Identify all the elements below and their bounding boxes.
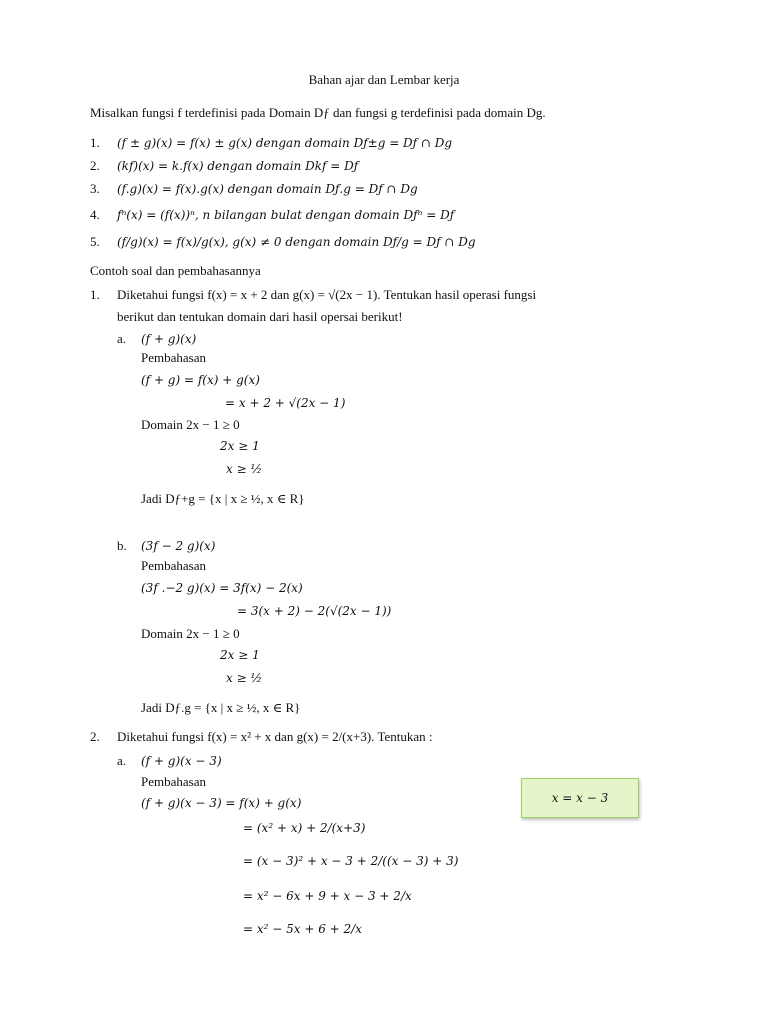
example-1b-step-2: = 3(x + 2) − 2(√(2x − 1)) <box>237 604 392 618</box>
example-1a-pembahasan: Pembahasan <box>141 350 206 365</box>
examples-heading: Contoh soal dan pembahasannya <box>90 263 261 278</box>
example-1-line-1: Diketahui fungsi f(x) = x + 2 dan g(x) = √(2x − 1). Tentukan hasil operasi fungsi <box>117 287 537 302</box>
substitution-note-text: x = x − 3 <box>551 791 609 805</box>
rule-1-number: 1. <box>90 135 100 150</box>
example-1a-domain-3: x ≥ ½ <box>226 462 263 476</box>
example-1-line-2: berikut dan tentukan domain dari hasil opersai berikut! <box>117 309 403 324</box>
rule-4-number: 4. <box>90 207 100 222</box>
example-2a-step-1: (f + g)(x − 3) = f(x) + g(x) <box>141 796 302 810</box>
example-1a-label: a. <box>117 331 127 346</box>
example-2a-label: a. <box>117 753 127 768</box>
rule-2-text: (kf)(x) = k.f(x) dengan domain Dkf = Dƒ <box>117 159 359 173</box>
example-1a-domain-1: Domain 2x − 1 ≥ 0 <box>141 417 240 432</box>
example-2a-step-4: = x² − 6x + 9 + x − 3 + 2/x <box>243 889 412 903</box>
rule-5-number: 5. <box>90 234 100 249</box>
rule-2-number: 2. <box>90 158 100 173</box>
example-1a-conclusion: Jadi Dƒ+g = {x | x ≥ ½, x ∈ R} <box>141 491 305 506</box>
example-1b-domain-1: Domain 2x − 1 ≥ 0 <box>141 626 240 641</box>
example-2-number: 2. <box>90 729 100 744</box>
example-1b-pembahasan: Pembahasan <box>141 558 206 573</box>
example-2a-expression: (f + g)(x − 3) <box>141 754 222 768</box>
rule-4-text: fⁿ(x) = (f(x))ⁿ, n bilangan bulat dengan domain Dƒⁿ = Dƒ <box>117 208 455 222</box>
example-1a-step-2: = x + 2 + √(2x − 1) <box>225 396 346 410</box>
example-1a-domain-2: 2x ≥ 1 <box>220 439 260 453</box>
example-2a-step-5: = x² − 5x + 6 + 2/x <box>243 922 362 936</box>
example-1a-expression: (f + g)(x) <box>141 332 197 346</box>
example-1-number: 1. <box>90 287 100 302</box>
example-1b-expression: (3f − 2 g)(x) <box>141 539 216 553</box>
example-1b-step-1: (3f .−2 g)(x) = 3f(x) − 2(x) <box>141 581 303 595</box>
example-1b-domain-3: x ≥ ½ <box>226 671 263 685</box>
example-1b-domain-2: 2x ≥ 1 <box>220 648 260 662</box>
substitution-note-box <box>521 778 639 818</box>
rule-3-text: (f.g)(x) = f(x).g(x) dengan domain Dƒ.g = Dƒ ∩ Dg <box>117 182 418 196</box>
example-2a-step-2: = (x² + x) + 2/(x+3) <box>243 821 366 835</box>
example-2a-pembahasan: Pembahasan <box>141 774 206 789</box>
rule-3-number: 3. <box>90 181 100 196</box>
example-2-line-1: Diketahui fungsi f(x) = x² + x dan g(x) = 2/(x+3). Tentukan : <box>117 729 433 744</box>
rule-1-text: (f ± g)(x) = f(x) ± g(x) dengan domain Dƒ±g = Dƒ ∩ Dg <box>117 136 453 150</box>
example-2a-step-3: = (x − 3)² + x − 3 + 2/((x − 3) + 3) <box>243 854 459 868</box>
intro-paragraph: Misalkan fungsi f terdefinisi pada Domain Dƒ dan fungsi g terdefinisi pada domain Dg. <box>90 105 546 120</box>
document-title: Bahan ajar dan Lembar kerja <box>308 72 460 87</box>
example-1a-step-1: (f + g) = f(x) + g(x) <box>141 373 260 387</box>
rule-5-text: (f/g)(x) = f(x)/g(x), g(x) ≠ 0 dengan domain Dƒ/g = Dƒ ∩ Dg <box>117 235 476 249</box>
example-1b-conclusion: Jadi Dƒ.g = {x | x ≥ ½, x ∈ R} <box>141 700 301 715</box>
example-1b-label: b. <box>117 538 127 553</box>
